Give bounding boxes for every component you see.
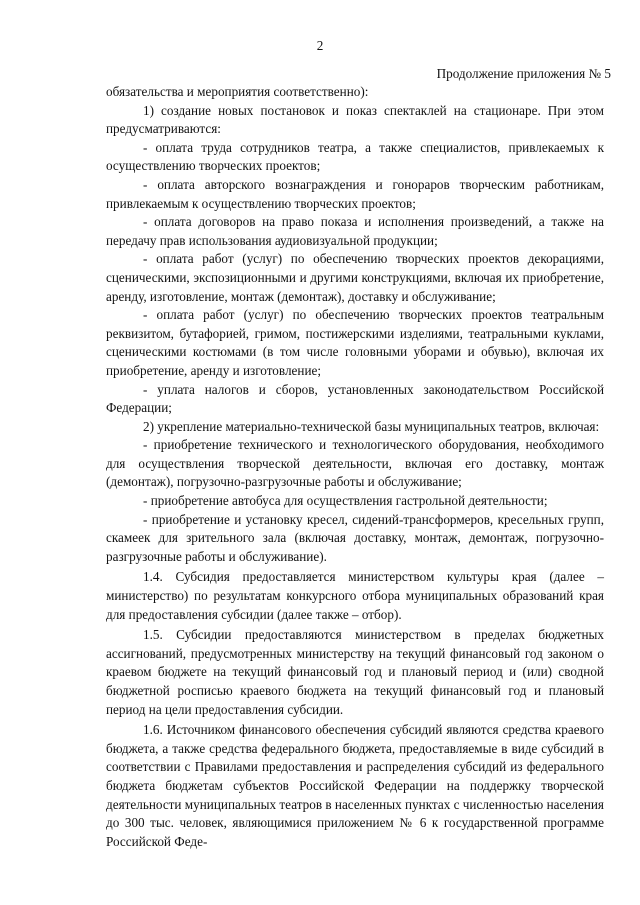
paragraph: - приобретение технического и технологического оборудования, необходимого для осуществления творческой деятельности, включая его доставку, монтаж (демонтаж), погрузочно-разгрузочные работы и обслуживание; xyxy=(106,437,604,490)
paragraph: 1.4. Субсидия предоставляется министерством культуры края (далее – министерство) по результатам конкурсного отбора муниципальных образований края для предоставления субсидии (далее также – отбор). xyxy=(106,569,604,622)
page-number: 2 xyxy=(316,38,324,53)
paragraph: - оплата работ (услуг) по обеспечению творческих проектов декорациями, сценическими, экспозиционными и другими конструкциями, включая их приобретение, аренду, изготовление, монтаж (демонтаж), доставку и обслуживание; xyxy=(106,251,604,304)
paragraph: - оплата договоров на право показа и исполнения произведений, а также на передачу прав использования аудиовизуальной продукции; xyxy=(106,214,604,248)
paragraph: - оплата труда сотрудников театра, а также специалистов, привлекаемых к осуществлению творческих проектов; xyxy=(106,139,604,174)
paragraph: 1.5. Субсидии предоставляются министерством в пределах бюджетных ассигнований, предусмотренных министерству на текущий финансовый год законом о краевом бюджете на текущий финансовый год и плановый период и (или) сводной бюджетной росписью краевого бюджета на текущий финансовый год и плановый период на цели предоставления субсидии. xyxy=(106,627,604,717)
paragraph: 1.6. Источником финансового обеспечения субсидий являются средства краевого бюджета, а также средства федерального бюджета, предоставляемые в виде субсидий в соответствии с Правилами предоставления и распределения субсидий из федерального бюджета бюджетам субъектов Российской Федерации на поддержку творческой деятельности муниципальных театров в населенных пунктах с численностью населения до 300 тыс. человек, являющимися приложением № 6 к государственной программе Российской Феде- xyxy=(106,722,604,849)
paragraph: - оплата работ (услуг) по обеспечению творческих проектов театральным реквизитом, бутафорией, гримом, постижерскими изделиями, театральными куклами, сценическими костюмами (в том числе головными уборами и обувью), включая их приобретение, аренду и изготовление; xyxy=(106,307,604,378)
appendix-continuation-note: Продолжение приложения № 5 xyxy=(436,66,611,81)
paragraph: - оплата авторского вознаграждения и гонораров творческим работникам, привлекаемым к осуществлению творческих проектов; xyxy=(106,176,604,211)
paragraph: - уплата налогов и сборов, установленных законодательством Российской Федерации; xyxy=(106,381,604,416)
paragraph: 1) создание новых постановок и показ спектаклей на стационаре. При этом предусматриваются: xyxy=(106,102,604,137)
paragraph: - приобретение и установку кресел, сидений-трансформеров, кресельных групп, скамеек для зрительного зала (включая доставку, монтаж, демонтаж, погрузочно-разгрузочные работы и обслуживание). xyxy=(106,511,604,564)
paragraph: 2) укрепление материально-технической базы муниципальных театров, включая: xyxy=(143,418,600,434)
paragraph: обязательства и мероприятия соответственно): xyxy=(106,84,369,99)
document-body xyxy=(106,83,604,851)
paragraph: - приобретение автобуса для осуществления гастрольной деятельности; xyxy=(143,493,548,509)
